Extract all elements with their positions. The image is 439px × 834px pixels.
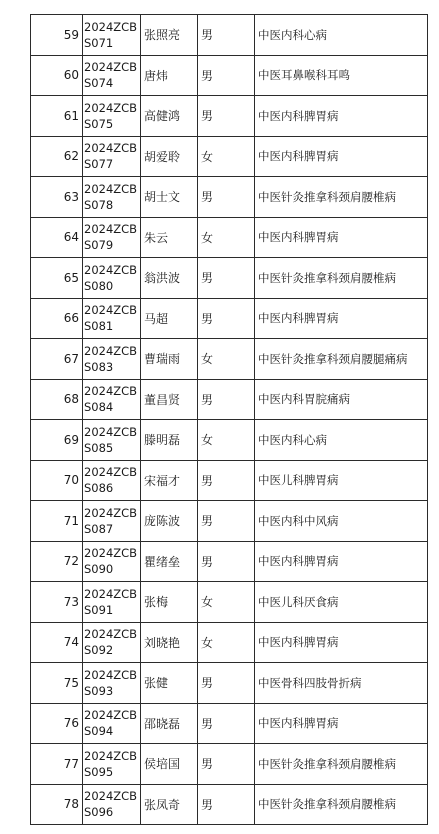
specialty-cell: 中医内科脾胃病 (255, 96, 428, 136)
specialty-cell: 中医内科脾胃病 (255, 299, 428, 339)
specialty-cell: 中医针灸推拿科颈肩腰椎病 (255, 177, 428, 217)
gender-cell: 男 (198, 663, 255, 703)
registration-code-prefix: 2024ZCB (84, 708, 138, 723)
name-cell: 刘晓艳 (141, 623, 198, 663)
registration-code-cell (83, 420, 141, 460)
gender-cell: 女 (198, 218, 255, 258)
table-row (31, 461, 428, 502)
table-row (31, 623, 428, 664)
registration-code-suffix: S090 (84, 562, 114, 577)
row-number-cell: 63 (31, 177, 83, 217)
specialty-cell: 中医内科脾胃病 (255, 542, 428, 582)
gender-cell: 女 (198, 137, 255, 177)
registration-code-suffix: S096 (84, 805, 114, 820)
gender-cell: 男 (198, 501, 255, 541)
name-cell: 胡士文 (141, 177, 198, 217)
name-cell: 瞿绪垒 (141, 542, 198, 582)
table-row (31, 704, 428, 745)
registration-code-suffix: S080 (84, 278, 114, 293)
gender-cell: 男 (198, 461, 255, 501)
table-row (31, 299, 428, 340)
table-row (31, 663, 428, 704)
registration-code-prefix: 2024ZCB (84, 586, 138, 601)
gender-cell: 女 (198, 339, 255, 379)
registration-code-prefix: 2024ZCB (84, 141, 138, 156)
name-cell: 翁洪波 (141, 258, 198, 298)
row-number-cell: 66 (31, 299, 83, 339)
gender-cell: 男 (198, 785, 255, 825)
registration-code-suffix: S079 (84, 238, 114, 253)
registration-code-suffix: S087 (84, 521, 114, 536)
name-cell: 张照亮 (141, 15, 198, 55)
row-number-cell: 61 (31, 96, 83, 136)
registration-code-cell (83, 15, 141, 55)
table-row (31, 258, 428, 299)
row-number-cell: 62 (31, 137, 83, 177)
gender-cell: 男 (198, 299, 255, 339)
name-cell: 邵晓磊 (141, 704, 198, 744)
gender-cell: 男 (198, 177, 255, 217)
specialty-cell: 中医内科胃脘痛病 (255, 380, 428, 420)
table-row (31, 744, 428, 785)
registration-code-cell (83, 258, 141, 298)
name-cell: 马超 (141, 299, 198, 339)
registration-code-suffix: S093 (84, 683, 114, 698)
registration-code-prefix: 2024ZCB (84, 384, 138, 399)
row-number-cell: 73 (31, 582, 83, 622)
registration-code-prefix: 2024ZCB (84, 465, 138, 480)
row-number-cell: 75 (31, 663, 83, 703)
registration-code-cell (83, 785, 141, 825)
registration-code-cell (83, 299, 141, 339)
registration-code-prefix: 2024ZCB (84, 424, 138, 439)
registration-code-cell (83, 96, 141, 136)
name-cell: 张健 (141, 663, 198, 703)
name-cell: 曹瑞雨 (141, 339, 198, 379)
registration-code-suffix: S083 (84, 359, 114, 374)
registration-code-suffix: S086 (84, 481, 114, 496)
row-number-cell: 64 (31, 218, 83, 258)
registration-code-prefix: 2024ZCB (84, 181, 138, 196)
registration-code-suffix: S074 (84, 76, 114, 91)
table-row (31, 420, 428, 461)
row-number-cell: 76 (31, 704, 83, 744)
specialty-cell: 中医耳鼻喉科耳鸣 (255, 56, 428, 96)
gender-cell: 男 (198, 15, 255, 55)
gender-cell: 男 (198, 744, 255, 784)
specialty-cell: 中医儿科厌食病 (255, 582, 428, 622)
name-cell: 董昌贤 (141, 380, 198, 420)
specialty-cell: 中医内科脾胃病 (255, 218, 428, 258)
registration-code-prefix: 2024ZCB (84, 546, 138, 561)
registration-code-prefix: 2024ZCB (84, 222, 138, 237)
registration-code-cell (83, 56, 141, 96)
name-cell: 庞陈波 (141, 501, 198, 541)
specialty-cell: 中医内科心病 (255, 420, 428, 460)
name-cell: 张梅 (141, 582, 198, 622)
row-number-cell: 60 (31, 56, 83, 96)
row-number-cell: 72 (31, 542, 83, 582)
row-number-cell: 77 (31, 744, 83, 784)
row-number-cell: 65 (31, 258, 83, 298)
row-number-cell: 74 (31, 623, 83, 663)
row-number-cell: 71 (31, 501, 83, 541)
registration-code-prefix: 2024ZCB (84, 748, 138, 763)
registration-code-cell (83, 744, 141, 784)
gender-cell: 女 (198, 582, 255, 622)
name-cell: 高健鸿 (141, 96, 198, 136)
registration-code-suffix: S077 (84, 157, 114, 172)
registration-code-cell (83, 218, 141, 258)
specialty-cell: 中医内科中风病 (255, 501, 428, 541)
table-row (31, 177, 428, 218)
registration-code-cell (83, 177, 141, 217)
table-row (31, 15, 428, 56)
table-row (31, 501, 428, 542)
registration-code-cell (83, 461, 141, 501)
name-cell: 侯培国 (141, 744, 198, 784)
name-cell: 张凤奇 (141, 785, 198, 825)
registration-code-cell (83, 339, 141, 379)
gender-cell: 男 (198, 542, 255, 582)
specialty-cell: 中医骨科四肢骨折病 (255, 663, 428, 703)
registration-code-prefix: 2024ZCB (84, 303, 138, 318)
registration-code-prefix: 2024ZCB (84, 100, 138, 115)
gender-cell: 男 (198, 704, 255, 744)
roster-table (30, 14, 428, 825)
registration-code-prefix: 2024ZCB (84, 667, 138, 682)
table-row (31, 96, 428, 137)
registration-code-prefix: 2024ZCB (84, 19, 138, 34)
table-row (31, 339, 428, 380)
registration-code-suffix: S084 (84, 400, 114, 415)
registration-code-cell (83, 582, 141, 622)
gender-cell: 女 (198, 623, 255, 663)
row-number-cell: 78 (31, 785, 83, 825)
registration-code-prefix: 2024ZCB (84, 789, 138, 804)
registration-code-cell (83, 501, 141, 541)
gender-cell: 男 (198, 380, 255, 420)
row-number-cell: 67 (31, 339, 83, 379)
gender-cell: 男 (198, 96, 255, 136)
registration-code-suffix: S075 (84, 116, 114, 131)
specialty-cell: 中医针灸推拿科颈肩腰椎病 (255, 744, 428, 784)
name-cell: 胡爱聆 (141, 137, 198, 177)
registration-code-prefix: 2024ZCB (84, 262, 138, 277)
table-row (31, 542, 428, 583)
name-cell: 朱云 (141, 218, 198, 258)
specialty-cell: 中医内科脾胃病 (255, 137, 428, 177)
registration-code-cell (83, 623, 141, 663)
registration-code-cell (83, 380, 141, 420)
row-number-cell: 69 (31, 420, 83, 460)
table-row (31, 218, 428, 259)
specialty-cell: 中医内科心病 (255, 15, 428, 55)
gender-cell: 女 (198, 420, 255, 460)
table-row (31, 582, 428, 623)
gender-cell: 男 (198, 258, 255, 298)
name-cell: 宋福才 (141, 461, 198, 501)
name-cell: 唐炜 (141, 56, 198, 96)
registration-code-suffix: S094 (84, 724, 114, 739)
registration-code-prefix: 2024ZCB (84, 505, 138, 520)
table-row (31, 380, 428, 421)
registration-code-suffix: S078 (84, 197, 114, 212)
registration-code-cell (83, 542, 141, 582)
registration-code-suffix: S092 (84, 643, 114, 658)
registration-code-suffix: S085 (84, 440, 114, 455)
table-row (31, 56, 428, 97)
specialty-cell: 中医内科脾胃病 (255, 704, 428, 744)
row-number-cell: 68 (31, 380, 83, 420)
registration-code-prefix: 2024ZCB (84, 343, 138, 358)
row-number-cell: 70 (31, 461, 83, 501)
table-row (31, 785, 428, 826)
specialty-cell: 中医内科脾胃病 (255, 623, 428, 663)
specialty-cell: 中医针灸推拿科颈肩腰腿痛病 (255, 339, 428, 379)
registration-code-cell (83, 663, 141, 703)
registration-code-suffix: S091 (84, 602, 114, 617)
name-cell: 滕明磊 (141, 420, 198, 460)
registration-code-cell (83, 137, 141, 177)
registration-code-prefix: 2024ZCB (84, 627, 138, 642)
specialty-cell: 中医针灸推拿科颈肩腰椎病 (255, 785, 428, 825)
registration-code-cell (83, 704, 141, 744)
registration-code-prefix: 2024ZCB (84, 60, 138, 75)
gender-cell: 男 (198, 56, 255, 96)
table-row (31, 137, 428, 178)
registration-code-suffix: S095 (84, 764, 114, 779)
specialty-cell: 中医儿科脾胃病 (255, 461, 428, 501)
row-number-cell: 59 (31, 15, 83, 55)
registration-code-suffix: S081 (84, 319, 114, 334)
registration-code-suffix: S071 (84, 35, 114, 50)
specialty-cell: 中医针灸推拿科颈肩腰椎病 (255, 258, 428, 298)
